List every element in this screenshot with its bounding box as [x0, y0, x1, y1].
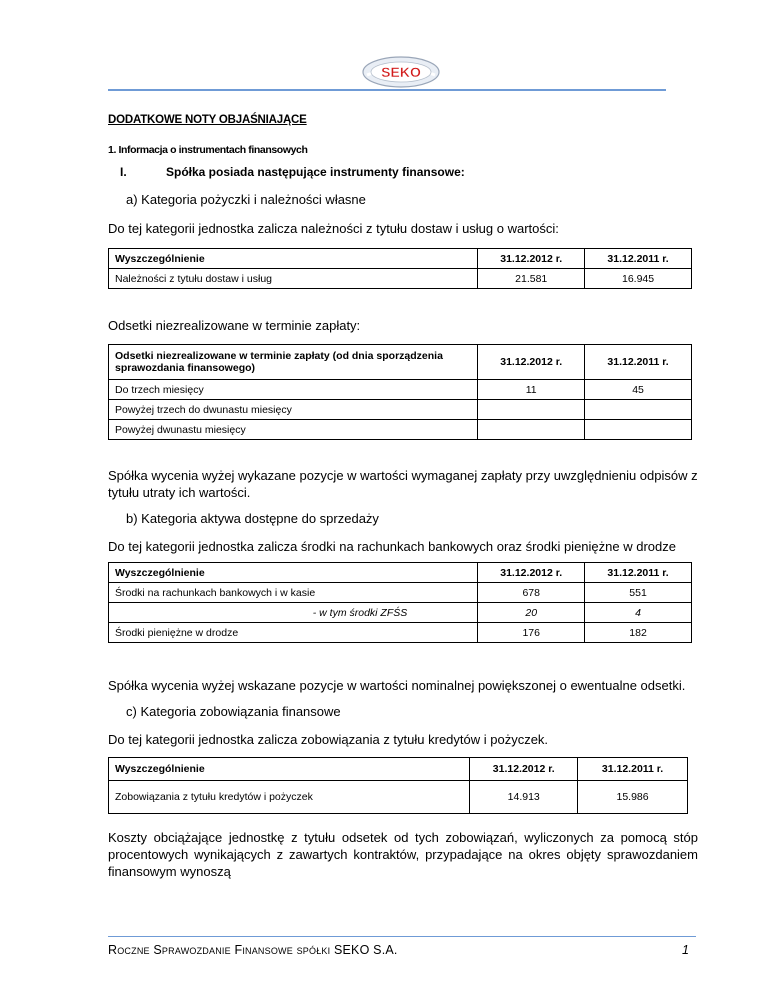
footer-rule — [108, 936, 696, 937]
liabilities-table — [108, 757, 688, 814]
header-cell: Odsetki niezrealizowane w terminie zapłaty (od dnia sporządzenia sprawozdania finansowego) — [109, 345, 478, 380]
table-header-row — [109, 758, 688, 781]
row-label: Środki pieniężne w drodze — [109, 623, 478, 643]
interest-title: Odsetki niezrealizowane w terminie zapłaty: — [108, 318, 361, 333]
header-cell: 31.12.2012 r. — [478, 249, 585, 269]
header-cell: 31.12.2011 r. — [578, 758, 688, 781]
table-row — [109, 623, 692, 643]
value-2011: 4 — [585, 603, 692, 623]
row-label: - w tym środki ZFŚS — [109, 603, 478, 623]
value-2011: 16.945 — [585, 269, 692, 289]
section-heading: 1. Informacja o instrumentach finansowych — [108, 144, 308, 156]
row-label: Powyżej trzech do dwunastu miesięcy — [109, 400, 478, 420]
valuation-note-a-line1: Spółka wycenia wyżej wykazane pozycje w wartości wymaganej zapłaty przy uwzględnieniu odpisów z — [108, 468, 698, 483]
header-cell: 31.12.2012 r. — [478, 563, 585, 583]
costs-note-line2: procentowych wynikających z zawartych kontraktów, przypadające na okres objęty sprawozdaniem — [108, 847, 698, 862]
svg-text:SEKO: SEKO — [381, 64, 421, 80]
valuation-note-a-line2: tytułu utraty ich wartości. — [108, 485, 251, 500]
table-header-row — [109, 563, 692, 583]
value-2012: 20 — [478, 603, 585, 623]
header-cell: Wyszczególnienie — [109, 758, 470, 781]
page-number: 1 — [682, 943, 689, 957]
table-header-row — [109, 345, 692, 380]
category-b-intro: Do tej kategorii jednostka zalicza środki na rachunkach bankowych oraz środki pieniężne w drodze — [108, 539, 676, 554]
value-2011 — [585, 420, 692, 440]
header-cell: Wyszczególnienie — [109, 563, 478, 583]
roman-heading: Spółka posiada następujące instrumenty finansowe: — [166, 165, 465, 179]
table-row — [109, 583, 692, 603]
table-row — [109, 400, 692, 420]
roman-number: I. — [120, 165, 127, 179]
row-label: Do trzech miesięcy — [109, 380, 478, 400]
costs-note-line3: finansowym wynoszą — [108, 864, 231, 879]
category-c-intro: Do tej kategorii jednostka zalicza zobowiązania z tytułu kredytów i pożyczek. — [108, 732, 549, 747]
seko-logo — [361, 55, 441, 89]
table-row — [109, 380, 692, 400]
value-2012: 11 — [478, 380, 585, 400]
header-cell: 31.12.2011 r. — [585, 345, 692, 380]
receivables-table — [108, 248, 692, 289]
value-2012: 14.913 — [470, 781, 578, 814]
table-row — [109, 603, 692, 623]
category-c-label: c) Kategoria zobowiązania finansowe — [126, 704, 341, 719]
valuation-note-b: Spółka wycenia wyżej wskazane pozycje w wartości nominalnej powiększonej o ewentualne odsetki. — [108, 678, 686, 693]
value-2012: 21.581 — [478, 269, 585, 289]
value-2011 — [585, 400, 692, 420]
value-2011: 45 — [585, 380, 692, 400]
value-2012: 678 — [478, 583, 585, 603]
category-a-label: a) Kategoria pożyczki i należności własne — [126, 192, 366, 207]
footer-title: Roczne Sprawozdanie Finansowe spółki SEKO S.A. — [108, 943, 398, 957]
table-row — [109, 269, 692, 289]
value-2012 — [478, 400, 585, 420]
costs-note-line1: Koszty obciążające jednostkę z tytułu odsetek od tych zobowiązań, wyliczonych za pomocą stóp — [108, 830, 698, 845]
header-rule — [108, 89, 666, 91]
header-cell: 31.12.2012 r. — [478, 345, 585, 380]
table-header-row — [109, 249, 692, 269]
value-2012 — [478, 420, 585, 440]
category-a-intro: Do tej kategorii jednostka zalicza należności z tytułu dostaw i usług o wartości: — [108, 221, 559, 236]
table-row — [109, 781, 688, 814]
page-title: DODATKOWE NOTY OBJAŚNIAJĄCE — [108, 114, 307, 126]
cash-table — [108, 562, 692, 643]
header-cell: 31.12.2011 r. — [585, 563, 692, 583]
row-label: Zobowiązania z tytułu kredytów i pożyczek — [109, 781, 470, 814]
row-label: Powyżej dwunastu miesięcy — [109, 420, 478, 440]
row-label: Środki na rachunkach bankowych i w kasie — [109, 583, 478, 603]
category-b-label: b) Kategoria aktywa dostępne do sprzedaży — [126, 511, 379, 526]
table-row — [109, 420, 692, 440]
interest-table — [108, 344, 692, 440]
value-2011: 551 — [585, 583, 692, 603]
value-2011: 182 — [585, 623, 692, 643]
header-cell: 31.12.2011 r. — [585, 249, 692, 269]
header-cell: Wyszczególnienie — [109, 249, 478, 269]
value-2011: 15.986 — [578, 781, 688, 814]
value-2012: 176 — [478, 623, 585, 643]
row-label: Należności z tytułu dostaw i usług — [109, 269, 478, 289]
header-cell: 31.12.2012 r. — [470, 758, 578, 781]
